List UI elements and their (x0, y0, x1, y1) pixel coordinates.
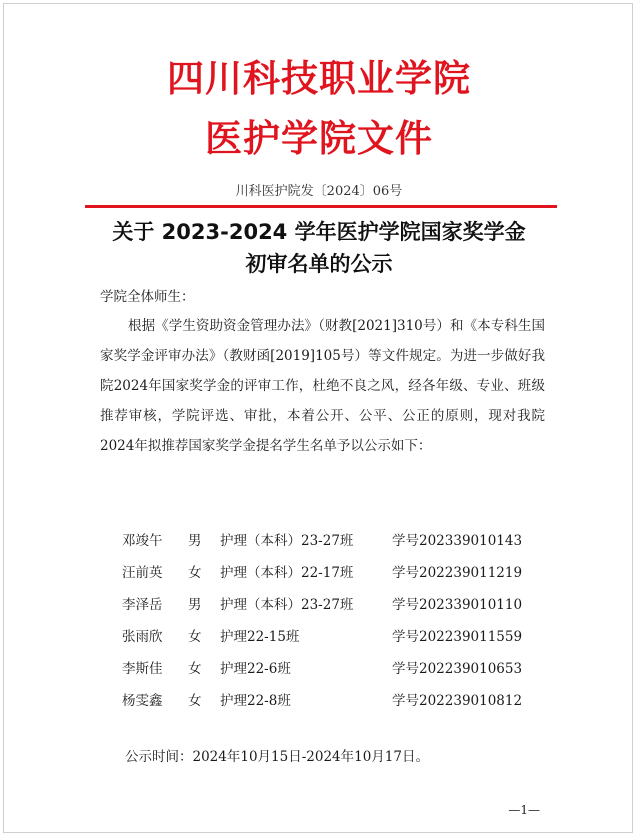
org-name-line1: 四川科技职业学院 (167, 57, 471, 100)
red-header-rule (85, 205, 557, 208)
student-id: 学号202239011559 (392, 629, 523, 645)
student-id: 学号202239010812 (392, 693, 523, 709)
student-gender: 男 (188, 597, 202, 613)
student-gender: 女 (188, 565, 202, 581)
notice-time: 公示时间：2024年10月15日-2024年10月17日。 (125, 749, 429, 765)
student-gender: 女 (188, 693, 202, 709)
student-class: 护理22-8班 (220, 693, 291, 709)
student-gender: 男 (188, 533, 202, 549)
student-id: 学号202239011219 (392, 565, 523, 581)
student-id: 学号202339010110 (392, 597, 523, 613)
student-row (122, 655, 552, 687)
student-name: 邓竣午 (122, 533, 163, 549)
student-class: 护理22-6班 (220, 661, 291, 677)
student-class: 护理（本科）23-27班 (220, 597, 354, 613)
student-row (122, 591, 552, 623)
student-name: 李斯佳 (122, 661, 163, 677)
student-class: 护理（本科）23-27班 (220, 533, 354, 549)
student-row (122, 527, 552, 559)
student-name: 李泽岳 (122, 597, 163, 613)
salutation: 学院全体师生： (100, 289, 195, 305)
student-id: 学号202239010653 (392, 661, 523, 677)
document-title-line1: 关于 2023-2024 学年医护学院国家奖学金 (112, 220, 526, 244)
student-row (122, 559, 552, 591)
student-class: 护理（本科）22-17班 (220, 565, 354, 581)
student-name: 张雨欣 (122, 629, 163, 645)
student-row (122, 687, 552, 719)
document-number: 川科医护院发〔2024〕06号 (235, 184, 403, 199)
student-row (122, 623, 552, 655)
student-gender: 女 (188, 629, 202, 645)
student-name: 杨雯鑫 (122, 693, 163, 709)
student-list (122, 527, 552, 719)
student-gender: 女 (188, 661, 202, 677)
document-title-line2: 初审名单的公示 (245, 252, 393, 276)
page-number: —1— (508, 803, 540, 817)
org-name-line2: 医护学院文件 (205, 117, 433, 160)
student-id: 学号202339010143 (392, 533, 523, 549)
body-paragraph: 根据《学生资助资金管理办法》（财教[2021]310号）和《本专科生国家奖学金评审办法》（教财函[2019]105号）等文件规定。为进一步做好我院2024年国家奖学金的评审工作，杜绝不良之风，经各年级、专业、班级推荐审核，学院评选、审批，本着公开、公平、公正的原则，现对我院2024年拟推荐国家奖学金提名学生名单予以公示如下： (100, 318, 545, 454)
student-class: 护理22-15班 (220, 629, 300, 645)
student-name: 汪前英 (122, 565, 163, 581)
